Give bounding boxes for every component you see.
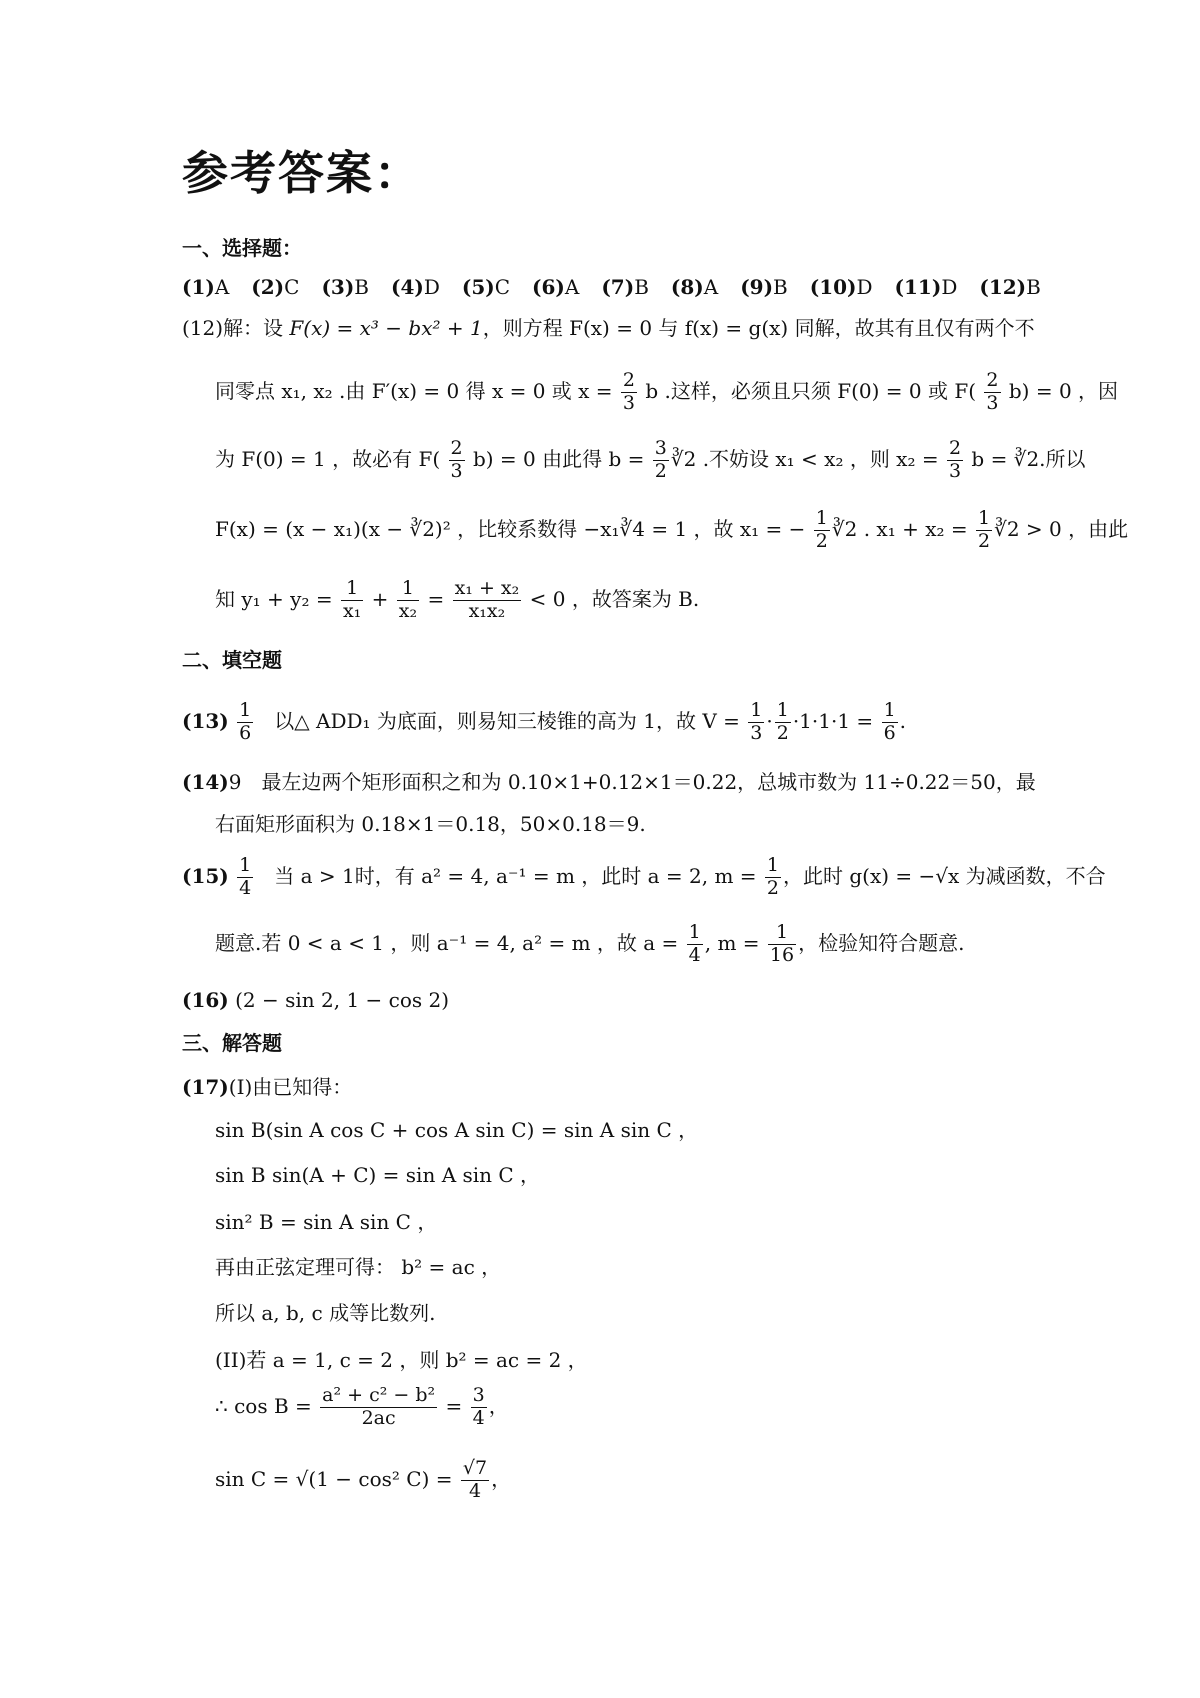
fraction-1-2: $\frac{1}{2}$ — [977, 507, 991, 552]
q15-line1: (15) $\frac{1}{4}$ 当 a > 1时，有 a² = 4, a⁻¹ = m ，此时 a = 2, m = $\frac{1}{2}$ ，此时 g(x) = −√x 为减函数，不合 — [182, 854, 1106, 899]
choice-answer: (11)D — [894, 275, 958, 299]
choice-answer: (5)C — [461, 275, 511, 299]
q17-step2: sin B sin(A + C) = sin A sin C ， — [215, 1163, 541, 1187]
q14-line1: (14)9 最左边两个矩形面积之和为 0.10×1+0.12×1＝0.22，总城市数为 11÷0.22＝50，最 — [182, 770, 1036, 794]
fraction-2-3: $\frac{2}{3}$ — [986, 369, 999, 414]
q14-line2: 右面矩形面积为 0.18×1＝0.18，50×0.18＝9. — [215, 812, 646, 836]
q17-step7: ∴ cos B = $\frac{\text{a² + c² − b²}}{2ac}$ = $\frac{3}{4}$ ， — [215, 1384, 509, 1429]
q12-line4: F(x) = (x − x₁)(x − ∛2)² ，比较系数得 −x₁∛4 = 1 ，故 x₁ = − $\frac{1}{2}$ ∛2 . x₁ + x₂ = $\frac{1}{2}$ ∛2 > 0 ，由此 — [215, 507, 1129, 552]
choice-answer: (9)B — [740, 275, 788, 299]
choice-answer: (12)B — [979, 275, 1041, 299]
q17-heading: (17)(I)由已知得： — [182, 1075, 353, 1099]
q12-line2: 同零点 x₁, x₂ .由 F′(x) = 0 得 x = 0 或 x = $\frac{2}{3}$ b .这样，必须且只须 F(0) = 0 或 F( $\frac{2}{3}$ b) = 0 ，因 — [215, 369, 1119, 414]
fraction-2-3: $\frac{2}{3}$ — [622, 369, 635, 414]
choice-answer: (10)D — [809, 275, 873, 299]
fraction-2-3: $\frac{2}{3}$ — [948, 437, 962, 482]
choice-answer: (4)D — [391, 275, 440, 299]
q16-line: (16) (2 − sin 2, 1 − cos 2) — [182, 988, 450, 1012]
q15-line2: 题意.若 0 < a < 1 ，则 a⁻¹ = 4, a² = m ，故 a = $\frac{1}{4}$ , m = $\frac{1}{16}$ ，检验知符合题意. — [215, 921, 965, 966]
q17-step1: sin B(sin A cos C + cos A sin C) = sin A sin C ， — [215, 1118, 699, 1142]
q12-line1: (12)解：设 F(x) = x³ − bx² + 1，则方程 F(x) = 0 与 f(x) = g(x) 同解，故其有且仅有两个不 — [182, 316, 1035, 340]
choice-answers — [182, 277, 1063, 297]
choice-answer: (3)B — [321, 275, 369, 299]
page-title: 参考答案： — [182, 146, 422, 200]
choice-answer: (6)A — [532, 275, 580, 299]
q12-line5: 知 y₁ + y₂ = $\frac{1}{\text{x₁}}$ + $\frac{1}{\text{x₂}}$ = $\frac{\text{x₁ + x₂}}{\text{x₁x₂}}$ < 0 ，故答案为 B. — [215, 577, 700, 622]
section-solve-heading: 三、解答题 — [182, 1031, 282, 1055]
choice-answer: (7)B — [601, 275, 649, 299]
fraction-2-3: $\frac{2}{3}$ — [450, 437, 463, 482]
q17-step3: sin² B = sin A sin C ， — [215, 1210, 438, 1234]
q13-line: (13) $\frac{1}{6}$ 以△ ADD₁ 为底面，则易知三棱锥的高为 1，故 V = $\frac{1}{3}$ · $\frac{1}{2}$ ·1·1·1 = $\frac{1}{6}$ . — [182, 699, 907, 744]
q15-answer-fraction: $\frac{1}{4}$ — [239, 854, 252, 899]
q17-step5: 所以 a, b, c 成等比数列. — [215, 1301, 436, 1325]
choice-answer: (1)A — [182, 275, 230, 299]
q17-step4: 再由正弦定理可得： b² = ac ， — [215, 1255, 502, 1279]
q13-answer-fraction: $\frac{1}{6}$ — [239, 699, 252, 744]
fraction-3-2: $\frac{3}{2}$ — [654, 437, 667, 482]
section-choice-heading: 一、选择题： — [182, 236, 302, 260]
q17-step6: (II)若 a = 1, c = 2 ，则 b² = ac = 2 ， — [215, 1348, 588, 1372]
fraction-1-x2: $\frac{1}{\text{x₂}}$ — [398, 577, 418, 622]
fraction-1-x1: $\frac{1}{\text{x₁}}$ — [342, 577, 362, 622]
q12-line3: 为 F(0) = 1 ，故必有 F( $\frac{2}{3}$ b) = 0 由此得 b = $\frac{3}{2}$ ∛2 .不妨设 x₁ < x₂ ，则 x₂ = $\frac{2}{3}$ b = ∛2.所以 — [215, 437, 1086, 482]
section-fill-heading: 二、填空题 — [182, 648, 282, 672]
choice-answer: (2)C — [251, 275, 300, 299]
choice-answer: (8)A — [670, 275, 719, 299]
fraction-sum-product: $\frac{\text{x₁ + x₂}}{\text{x₁x₂}}$ — [454, 577, 520, 622]
fraction-1-2: $\frac{1}{2}$ — [815, 507, 828, 552]
q17-step8: sin C = √(1 − cos² C) = $\frac{√7}{4}$ ， — [215, 1457, 512, 1502]
